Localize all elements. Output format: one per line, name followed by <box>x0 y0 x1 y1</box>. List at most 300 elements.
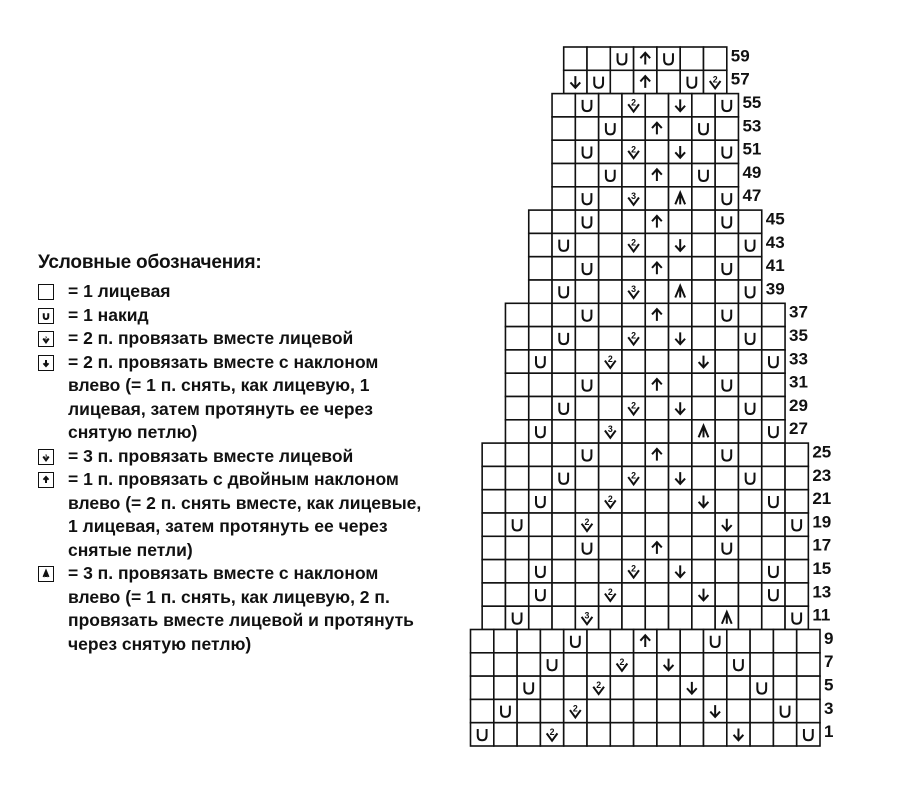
chart-cell <box>552 466 575 489</box>
chart-cell <box>715 303 738 326</box>
chart-cell <box>575 397 598 420</box>
chart-cell <box>622 210 645 233</box>
chart-cell <box>564 630 587 653</box>
chart-cell <box>517 630 540 653</box>
chart-cell <box>645 513 668 536</box>
row-number-label: 21 <box>812 489 832 509</box>
svg-text:2: 2 <box>584 517 590 528</box>
svg-text:2: 2 <box>631 97 637 108</box>
chart-cell <box>669 583 692 606</box>
chart-cell <box>692 140 715 163</box>
chart-cell <box>575 350 598 373</box>
legend-text: = 3 п. провязать вместе с наклоном влево (= 1 п. снять, как лицевую, 2 п. провязать вместе лицевой и протянуть через снятую петлю) <box>68 563 414 654</box>
chart-cell <box>482 606 505 629</box>
chart-cell <box>762 350 785 373</box>
chart-cell <box>738 466 761 489</box>
chart-cell <box>529 327 552 350</box>
chart-cell <box>715 164 738 187</box>
chart-cell <box>645 140 668 163</box>
chart-cell <box>762 560 785 583</box>
svg-text:3: 3 <box>584 610 590 621</box>
chart-row-7 <box>471 653 821 676</box>
chart-cell <box>634 676 657 699</box>
chart-cell <box>564 723 587 746</box>
chart-cell <box>610 47 633 70</box>
row-number-label: 57 <box>730 69 750 89</box>
chart-cell <box>762 536 785 559</box>
row-number-label: 33 <box>789 349 808 369</box>
chart-cell <box>738 560 761 583</box>
chart-cell <box>738 397 761 420</box>
chart-cell <box>645 560 668 583</box>
chart-cell <box>482 466 505 489</box>
chart-row-39 <box>529 280 762 303</box>
chart-cell <box>575 164 598 187</box>
chart-cell <box>622 606 645 629</box>
chart-cell <box>645 606 668 629</box>
row-number-label: 9 <box>824 628 834 648</box>
chart-cell <box>715 187 738 210</box>
chart-cell <box>552 560 575 583</box>
chart-cell <box>645 94 668 117</box>
chart-cell <box>692 536 715 559</box>
chart-cell <box>704 630 727 653</box>
chart-cell <box>692 397 715 420</box>
legend-text: = 2 п. провязать вместе с наклоном влево (= 1 п. снять, как лицевую, 1 лицевая, затем протянуть ее через снятую петлю) <box>68 351 379 442</box>
chart-cell <box>785 583 808 606</box>
chart-cell <box>762 443 785 466</box>
chart-row-49 <box>552 164 738 187</box>
row-number-label: 25 <box>812 442 832 462</box>
chart-cell <box>564 653 587 676</box>
chart-cell <box>575 210 598 233</box>
chart-cell <box>587 47 610 70</box>
chart-cell <box>657 676 680 699</box>
chart-cell <box>715 536 738 559</box>
chart-cell <box>505 560 528 583</box>
chart-cell <box>622 583 645 606</box>
row-number-label: 41 <box>765 256 785 276</box>
chart-cell <box>680 699 703 722</box>
chart-row-25 <box>482 443 808 466</box>
chart-cell <box>715 560 738 583</box>
chart-cell <box>552 327 575 350</box>
legend-text: = 3 п. провязать вместе лицевой <box>68 445 354 466</box>
chart-cell <box>587 653 610 676</box>
chart-cell <box>599 140 622 163</box>
chart-cell <box>785 513 808 536</box>
chart-cell <box>564 47 587 70</box>
chart-cell <box>750 699 773 722</box>
chart-cell <box>552 583 575 606</box>
chart-row-27 <box>505 420 785 443</box>
chart-cell <box>762 420 785 443</box>
chart-cell <box>785 443 808 466</box>
chart-cell <box>529 583 552 606</box>
chart-cell <box>552 94 575 117</box>
chart-cell <box>692 373 715 396</box>
chart-cell <box>552 373 575 396</box>
row-number-label: 11 <box>812 605 831 625</box>
row-number-label: 29 <box>789 395 808 415</box>
svg-text:2: 2 <box>631 144 637 155</box>
row-number-label: 1 <box>824 722 834 742</box>
chart-cell <box>622 513 645 536</box>
chart-cell <box>622 164 645 187</box>
row-number-label: 35 <box>789 326 808 346</box>
row-number-label: 17 <box>812 535 832 555</box>
chart-row-51 <box>552 140 738 163</box>
chart-cell <box>505 397 528 420</box>
row-number-label: 7 <box>824 652 834 672</box>
chart-cell <box>552 606 575 629</box>
chart-cell <box>762 303 785 326</box>
chart-cell <box>750 653 773 676</box>
chart-cell <box>669 513 692 536</box>
chart-cell <box>762 327 785 350</box>
chart-row-33 <box>505 350 785 373</box>
legend-text: = 1 п. провязать с двойным наклоном влево (= 2 п. снять вместе, как лицевые, 1 лицевая, затем протянуть ее через снятые петли) <box>68 469 422 560</box>
chart-cell <box>738 443 761 466</box>
chart-cell <box>645 187 668 210</box>
chart-cell <box>669 257 692 280</box>
chart-cell <box>505 373 528 396</box>
chart-cell <box>704 653 727 676</box>
chart-row-17 <box>482 536 808 559</box>
svg-text:2: 2 <box>712 74 718 85</box>
chart-cell <box>762 583 785 606</box>
chart-cell <box>738 513 761 536</box>
chart-cell <box>692 280 715 303</box>
svg-text:2: 2 <box>607 493 613 504</box>
chart-cell <box>797 723 820 746</box>
chart-cell <box>587 699 610 722</box>
svg-text:2: 2 <box>607 354 613 365</box>
chart-cell <box>575 560 598 583</box>
chart-cell <box>622 257 645 280</box>
chart-row-9 <box>471 630 821 653</box>
row-number-label: 59 <box>730 46 750 66</box>
chart-cell <box>482 536 505 559</box>
row-number-label: 13 <box>812 582 832 602</box>
chart-cell <box>762 513 785 536</box>
chart-cell <box>494 630 517 653</box>
chart-cell <box>610 699 633 722</box>
chart-row-15 <box>482 560 808 583</box>
chart-cell <box>622 350 645 373</box>
chart-cell <box>552 513 575 536</box>
chart-cell <box>552 233 575 256</box>
chart-cell <box>552 350 575 373</box>
chart-cell <box>575 140 598 163</box>
chart-cell <box>575 373 598 396</box>
chart-cell <box>762 606 785 629</box>
chart-cell <box>575 280 598 303</box>
chart-cell <box>680 47 703 70</box>
chart-cell <box>692 443 715 466</box>
chart-cell <box>599 303 622 326</box>
chart-cell <box>505 420 528 443</box>
chart-cell <box>482 560 505 583</box>
chart-row-21 <box>482 490 808 513</box>
chart-cell <box>797 676 820 699</box>
chart-cell <box>645 350 668 373</box>
chart-cell <box>692 117 715 140</box>
chart-cell <box>773 676 796 699</box>
chart-cell <box>750 723 773 746</box>
chart-row-41 <box>529 257 762 280</box>
chart-cell <box>517 653 540 676</box>
svg-text:3: 3 <box>44 452 48 458</box>
chart-row-13 <box>482 583 808 606</box>
chart-row-55 <box>552 94 738 117</box>
chart-cell <box>599 327 622 350</box>
svg-text:2: 2 <box>619 656 625 667</box>
chart-cell <box>471 630 494 653</box>
svg-text:2: 2 <box>572 703 578 714</box>
chart-cell <box>599 560 622 583</box>
chart-cell <box>575 257 598 280</box>
chart-cell <box>704 676 727 699</box>
chart-cell <box>657 699 680 722</box>
chart-cell <box>785 560 808 583</box>
row-number-label: 39 <box>765 279 785 299</box>
chart-row-37 <box>505 303 785 326</box>
legend-title: Условные обозначения: <box>38 252 262 273</box>
chart-cell <box>552 117 575 140</box>
chart-cell <box>738 536 761 559</box>
chart-cell <box>645 466 668 489</box>
legend-text: = 1 лицевая <box>68 281 171 301</box>
chart-cell <box>540 653 563 676</box>
chart-cell <box>773 653 796 676</box>
chart-cell <box>552 420 575 443</box>
chart-cell <box>575 583 598 606</box>
chart-cell <box>482 490 505 513</box>
chart-cell <box>797 699 820 722</box>
chart-row-5 <box>471 676 821 699</box>
chart-cell <box>773 699 796 722</box>
chart-cell <box>529 536 552 559</box>
svg-text:2: 2 <box>549 726 555 737</box>
chart-cell <box>529 303 552 326</box>
chart-cell <box>797 653 820 676</box>
chart-cell <box>715 443 738 466</box>
chart-cell <box>738 420 761 443</box>
chart-cell <box>657 70 680 93</box>
chart-row-11 <box>482 606 808 629</box>
chart-cell <box>715 466 738 489</box>
chart-cell <box>505 350 528 373</box>
chart-cell <box>505 303 528 326</box>
chart-cell <box>692 560 715 583</box>
chart-row-53 <box>552 117 738 140</box>
chart-cell <box>540 676 563 699</box>
chart-cell <box>505 443 528 466</box>
chart-cell <box>692 233 715 256</box>
chart-cell <box>552 257 575 280</box>
chart-cell <box>552 536 575 559</box>
chart-cell <box>540 630 563 653</box>
chart-cell <box>575 327 598 350</box>
chart-cell <box>529 466 552 489</box>
chart-cell <box>529 373 552 396</box>
chart-cell <box>715 373 738 396</box>
chart-cell <box>727 653 750 676</box>
svg-text:2: 2 <box>631 470 637 481</box>
chart-cell <box>634 699 657 722</box>
chart-cell <box>680 723 703 746</box>
chart-cell <box>750 676 773 699</box>
chart-cell <box>692 164 715 187</box>
chart-cell <box>599 373 622 396</box>
chart-cell <box>750 630 773 653</box>
chart-cell <box>738 210 761 233</box>
chart-cell <box>669 350 692 373</box>
chart-cell <box>692 513 715 536</box>
chart-cell <box>762 466 785 489</box>
chart-cell <box>529 350 552 373</box>
row-number-label: 19 <box>812 512 832 532</box>
row-number-label: 31 <box>789 372 808 392</box>
chart-cell <box>715 350 738 373</box>
chart-cell <box>715 233 738 256</box>
chart-cell <box>505 327 528 350</box>
chart-cell <box>715 94 738 117</box>
chart-cell <box>715 117 738 140</box>
chart-cell <box>610 70 633 93</box>
chart-cell <box>529 560 552 583</box>
chart-cell <box>494 699 517 722</box>
chart-cell <box>622 117 645 140</box>
chart-cell <box>669 210 692 233</box>
row-number-label: 5 <box>824 675 834 695</box>
chart-row-57 <box>564 70 727 93</box>
chart-cell <box>762 490 785 513</box>
chart-row-23 <box>482 466 808 489</box>
chart-cell <box>715 583 738 606</box>
svg-text:2: 2 <box>631 563 637 574</box>
chart-cell <box>552 490 575 513</box>
chart-cell <box>529 233 552 256</box>
chart-cell <box>622 536 645 559</box>
row-number-label: 51 <box>742 139 762 159</box>
chart-cell <box>529 443 552 466</box>
chart-cell <box>657 630 680 653</box>
chart-cell <box>692 606 715 629</box>
chart-cell <box>669 606 692 629</box>
chart-cell <box>715 420 738 443</box>
chart-cell <box>727 676 750 699</box>
chart-cell <box>692 94 715 117</box>
chart-cell <box>738 233 761 256</box>
row-number-label: 27 <box>789 419 808 439</box>
chart-cell <box>529 513 552 536</box>
chart-cell <box>517 676 540 699</box>
chart-cell <box>552 280 575 303</box>
chart-cell <box>552 397 575 420</box>
chart-cell <box>599 210 622 233</box>
chart-cell <box>680 630 703 653</box>
chart-cell <box>738 257 761 280</box>
chart-cell <box>645 420 668 443</box>
chart-cell <box>622 303 645 326</box>
legend-text: = 1 накид <box>68 304 149 325</box>
chart-cell <box>482 513 505 536</box>
chart-row-3 <box>471 699 821 722</box>
chart-cell <box>575 233 598 256</box>
chart-cell <box>471 723 494 746</box>
chart-cell <box>505 583 528 606</box>
chart-cell <box>669 164 692 187</box>
chart-cell <box>494 676 517 699</box>
chart-cell <box>645 280 668 303</box>
chart-cell <box>482 443 505 466</box>
chart-row-31 <box>505 373 785 396</box>
chart-cell <box>680 70 703 93</box>
chart-cell <box>505 490 528 513</box>
chart-cell <box>529 606 552 629</box>
svg-text:2: 2 <box>44 335 48 341</box>
chart-cell <box>575 187 598 210</box>
chart-cell <box>762 373 785 396</box>
chart-cell <box>738 490 761 513</box>
row-number-label: 23 <box>812 465 832 485</box>
chart-cell <box>575 490 598 513</box>
chart-cell <box>494 653 517 676</box>
chart-cell <box>575 536 598 559</box>
chart-cell <box>738 350 761 373</box>
chart-row-1 <box>471 723 821 746</box>
chart-cell <box>529 280 552 303</box>
chart-cell <box>622 443 645 466</box>
chart-cell <box>622 373 645 396</box>
chart-cell <box>680 653 703 676</box>
chart-cell <box>645 490 668 513</box>
chart-cell <box>587 70 610 93</box>
svg-text:3: 3 <box>607 423 613 434</box>
chart-cell <box>645 583 668 606</box>
chart-row-59 <box>564 47 727 70</box>
chart-cell <box>657 47 680 70</box>
svg-text:2: 2 <box>631 400 637 411</box>
chart-cell <box>505 513 528 536</box>
chart-cell <box>505 466 528 489</box>
chart-cell <box>599 280 622 303</box>
svg-text:2: 2 <box>631 330 637 341</box>
chart-cell <box>517 723 540 746</box>
chart-cell <box>575 117 598 140</box>
chart-cell <box>773 723 796 746</box>
chart-cell <box>715 397 738 420</box>
row-number-label: 45 <box>765 209 785 229</box>
chart-cell <box>669 303 692 326</box>
chart-cell <box>529 397 552 420</box>
chart-row-19 <box>482 513 808 536</box>
chart-cell <box>505 536 528 559</box>
row-number-label: 3 <box>824 698 834 718</box>
chart-cell <box>715 257 738 280</box>
chart-cell <box>599 466 622 489</box>
chart-cell <box>715 140 738 163</box>
chart-cell <box>575 94 598 117</box>
chart-cell <box>785 606 808 629</box>
chart-cell <box>622 420 645 443</box>
chart-cell <box>785 466 808 489</box>
chart-cell <box>704 47 727 70</box>
chart-cell <box>738 583 761 606</box>
chart-cell <box>552 210 575 233</box>
